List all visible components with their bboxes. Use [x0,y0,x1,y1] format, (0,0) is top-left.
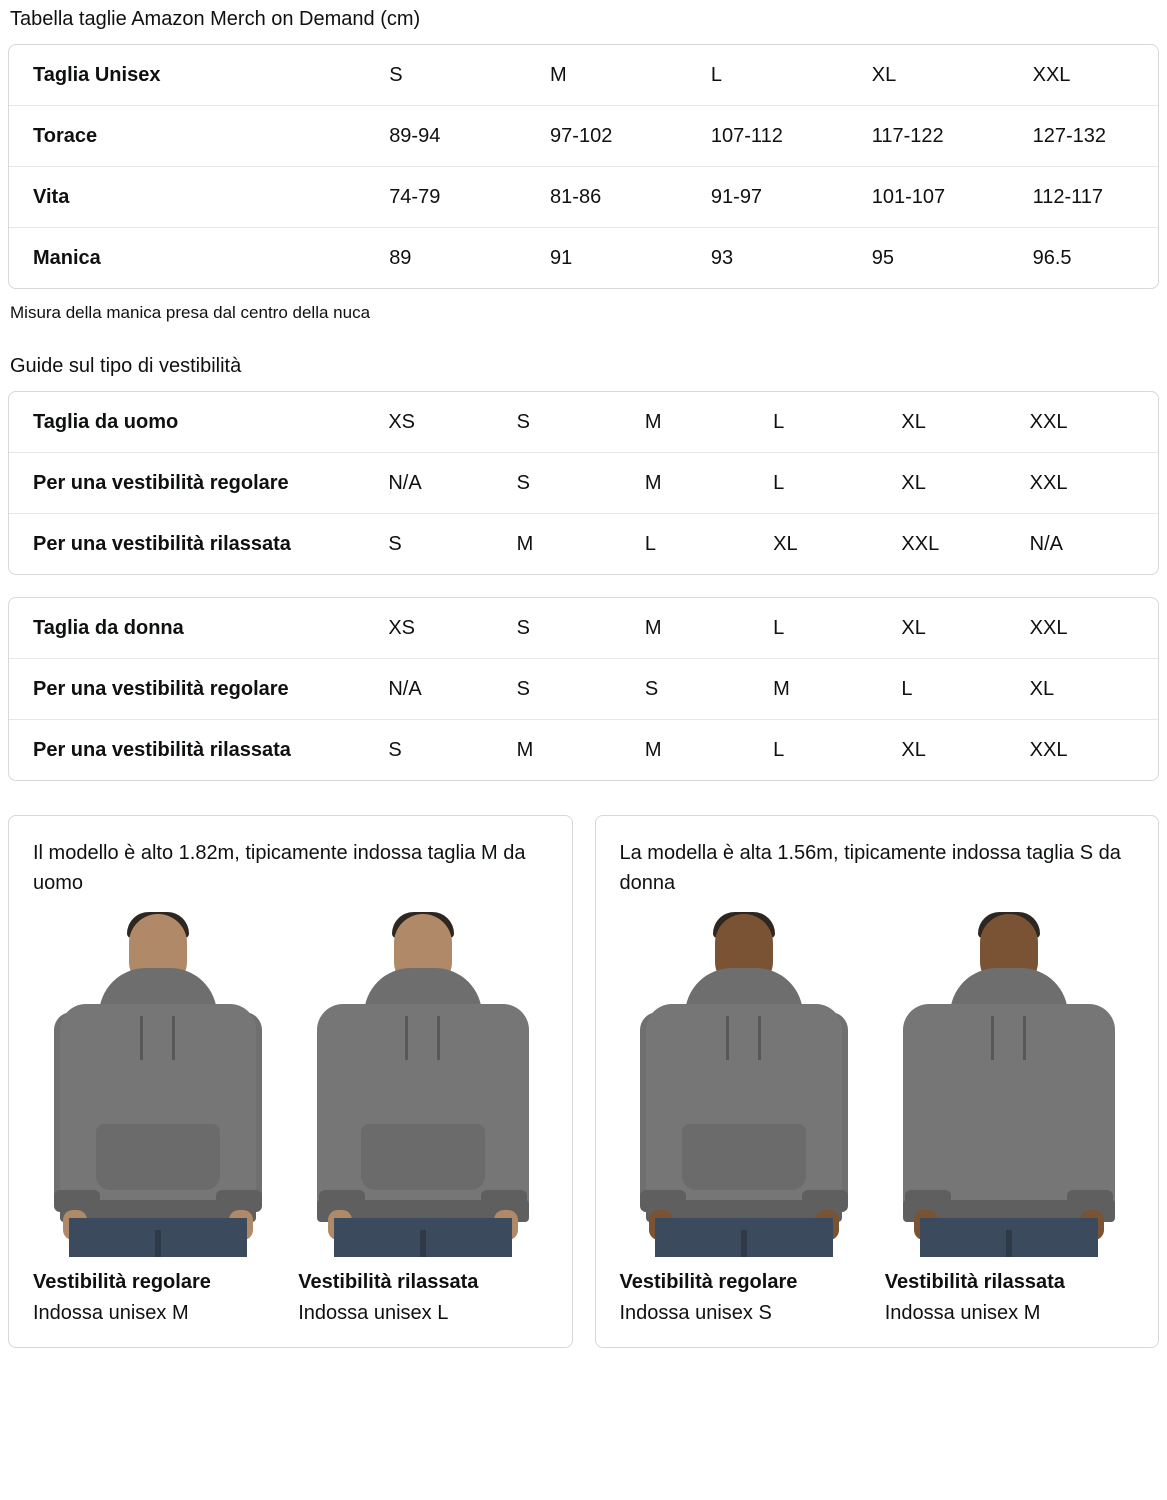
drawstring-right-shape [1023,1016,1026,1060]
female-model-card [595,815,1160,1348]
figure-wearing-label: Indossa unisex L [298,1302,449,1324]
figure-wearing-label: Indossa unisex S [619,1302,772,1324]
row-label: Manica [33,247,101,269]
cell: N/A [388,659,516,720]
cell: XXL [1030,453,1158,514]
row-label: Taglia da donna [9,598,388,659]
figure-regular-fit-male [33,912,282,1327]
model-cards [8,815,1159,1348]
table-row [9,106,1158,167]
row-label: Taglia da uomo [9,392,388,453]
drawstring-right-shape [758,1016,761,1060]
drawstring-right-shape [437,1016,440,1060]
cell: L [687,45,848,106]
cell: L [773,453,901,514]
kangaroo-pocket-shape [96,1124,220,1190]
cell: XL [848,45,1009,106]
cell: 96.5 [1032,247,1072,269]
row-label: Per una vestibilità regolare [9,659,388,720]
male-model-card [8,815,573,1348]
cell: N/A [388,453,516,514]
cell: S [365,45,526,106]
figure-relaxed-fit-female [885,912,1134,1327]
cell: XXL [1009,45,1158,106]
cell: L [773,392,901,453]
jeans-seam-shape [1006,1230,1012,1257]
cell: L [773,598,901,659]
drawstring-left-shape [140,1016,143,1060]
table-row [9,228,1158,288]
cell: 97-102 [526,106,687,167]
cell: S [517,598,645,659]
figure-fit-label: Vestibilità rilassata [298,1271,479,1293]
cell: M [645,453,773,514]
cell: XXL [1030,392,1158,453]
cell: 95 [871,247,895,269]
table-row [9,659,1158,720]
female-figures [620,912,1135,1327]
cell: 101-107 [848,167,1009,228]
hoodie-male-regular-image [33,912,282,1257]
table-row [9,45,1158,106]
cell: XL [901,453,1029,514]
cell: M [645,392,773,453]
cell: L [773,739,785,761]
figure-fit-label: Vestibilità rilassata [884,1271,1065,1293]
row-label: Per una vestibilità rilassata [33,533,291,555]
drawstring-left-shape [405,1016,408,1060]
cell: 107-112 [687,106,848,167]
jeans-seam-shape [420,1230,426,1257]
cell: M [516,739,534,761]
row-label: Taglia Unisex [9,45,365,106]
cell: 81-86 [526,167,687,228]
table-row [9,392,1158,453]
cell: M [526,45,687,106]
cell: 89-94 [365,106,526,167]
figure-fit-label: Vestibilità regolare [619,1271,798,1293]
cell: XL [901,392,1029,453]
cell: M [773,659,901,720]
figure-relaxed-fit-male [298,912,547,1327]
cell: 74-79 [365,167,526,228]
cell: L [644,533,656,555]
fit-guide-title: Guide sul tipo di vestibilità [10,355,242,377]
cell: XXL [1030,598,1158,659]
model-description: Il modello è alto 1.82m, tipicamente indossa taglia M da uomo [33,842,526,894]
cell: 127-132 [1009,106,1158,167]
drawstring-left-shape [991,1016,994,1060]
row-label: Per una vestibilità regolare [9,453,388,514]
cell: XS [388,392,516,453]
page-title: Tabella taglie Amazon Merch on Demand (cm) [10,8,421,30]
cell: XXL [1029,739,1068,761]
kangaroo-pocket-shape [682,1124,806,1190]
table-row [9,167,1158,228]
table-row [9,598,1158,659]
unisex-size-table [8,44,1159,289]
male-figures [33,912,548,1327]
cell: XL [1030,659,1158,720]
sleeve-measure-note: Misura della manica presa dal centro della nuca [10,303,371,322]
cell: 117-122 [848,106,1009,167]
cell: N/A [1029,533,1063,555]
figure-regular-fit-female [620,912,869,1327]
row-label: Vita [9,167,365,228]
cell: XL [773,533,798,555]
cell: M [645,598,773,659]
women-fit-table [8,597,1159,781]
table-row [9,453,1158,514]
jeans-seam-shape [155,1230,161,1257]
cell: M [644,739,662,761]
jeans-seam-shape [741,1230,747,1257]
cell: XS [388,598,516,659]
cell: XL [901,598,1029,659]
cell: S [517,453,645,514]
cell: L [901,659,1029,720]
figure-fit-label: Vestibilità regolare [33,1271,211,1293]
hoodie-male-relaxed-image [298,912,547,1257]
cell: XXL [901,533,940,555]
figure-wearing-label: Indossa unisex M [33,1302,189,1324]
drawstring-left-shape [726,1016,729,1060]
men-fit-table [8,391,1159,575]
cell: M [516,533,534,555]
cell: S [388,533,402,555]
cell: 93 [710,247,734,269]
hoodie-body-shape [903,1004,1115,1219]
cell: S [517,392,645,453]
drawstring-right-shape [172,1016,175,1060]
table-spacer [8,575,1159,597]
row-label: Per una vestibilità rilassata [33,739,291,761]
figure-wearing-label: Indossa unisex M [884,1302,1041,1324]
cell: 112-117 [1009,167,1158,228]
kangaroo-pocket-shape [361,1124,485,1190]
hoodie-female-regular-image [620,912,869,1257]
cell: S [517,659,645,720]
cell: XL [901,739,926,761]
cell: 91-97 [687,167,848,228]
table-row [9,720,1158,780]
table-row [9,514,1158,574]
hoodie-female-relaxed-image [885,912,1134,1257]
row-label: Torace [9,106,365,167]
cell: 91 [550,247,573,269]
cell: S [645,659,773,720]
model-description: La modella è alta 1.56m, tipicamente indossa taglia S da donna [619,842,1121,894]
cell: S [388,739,402,761]
cell: 89 [389,247,412,269]
